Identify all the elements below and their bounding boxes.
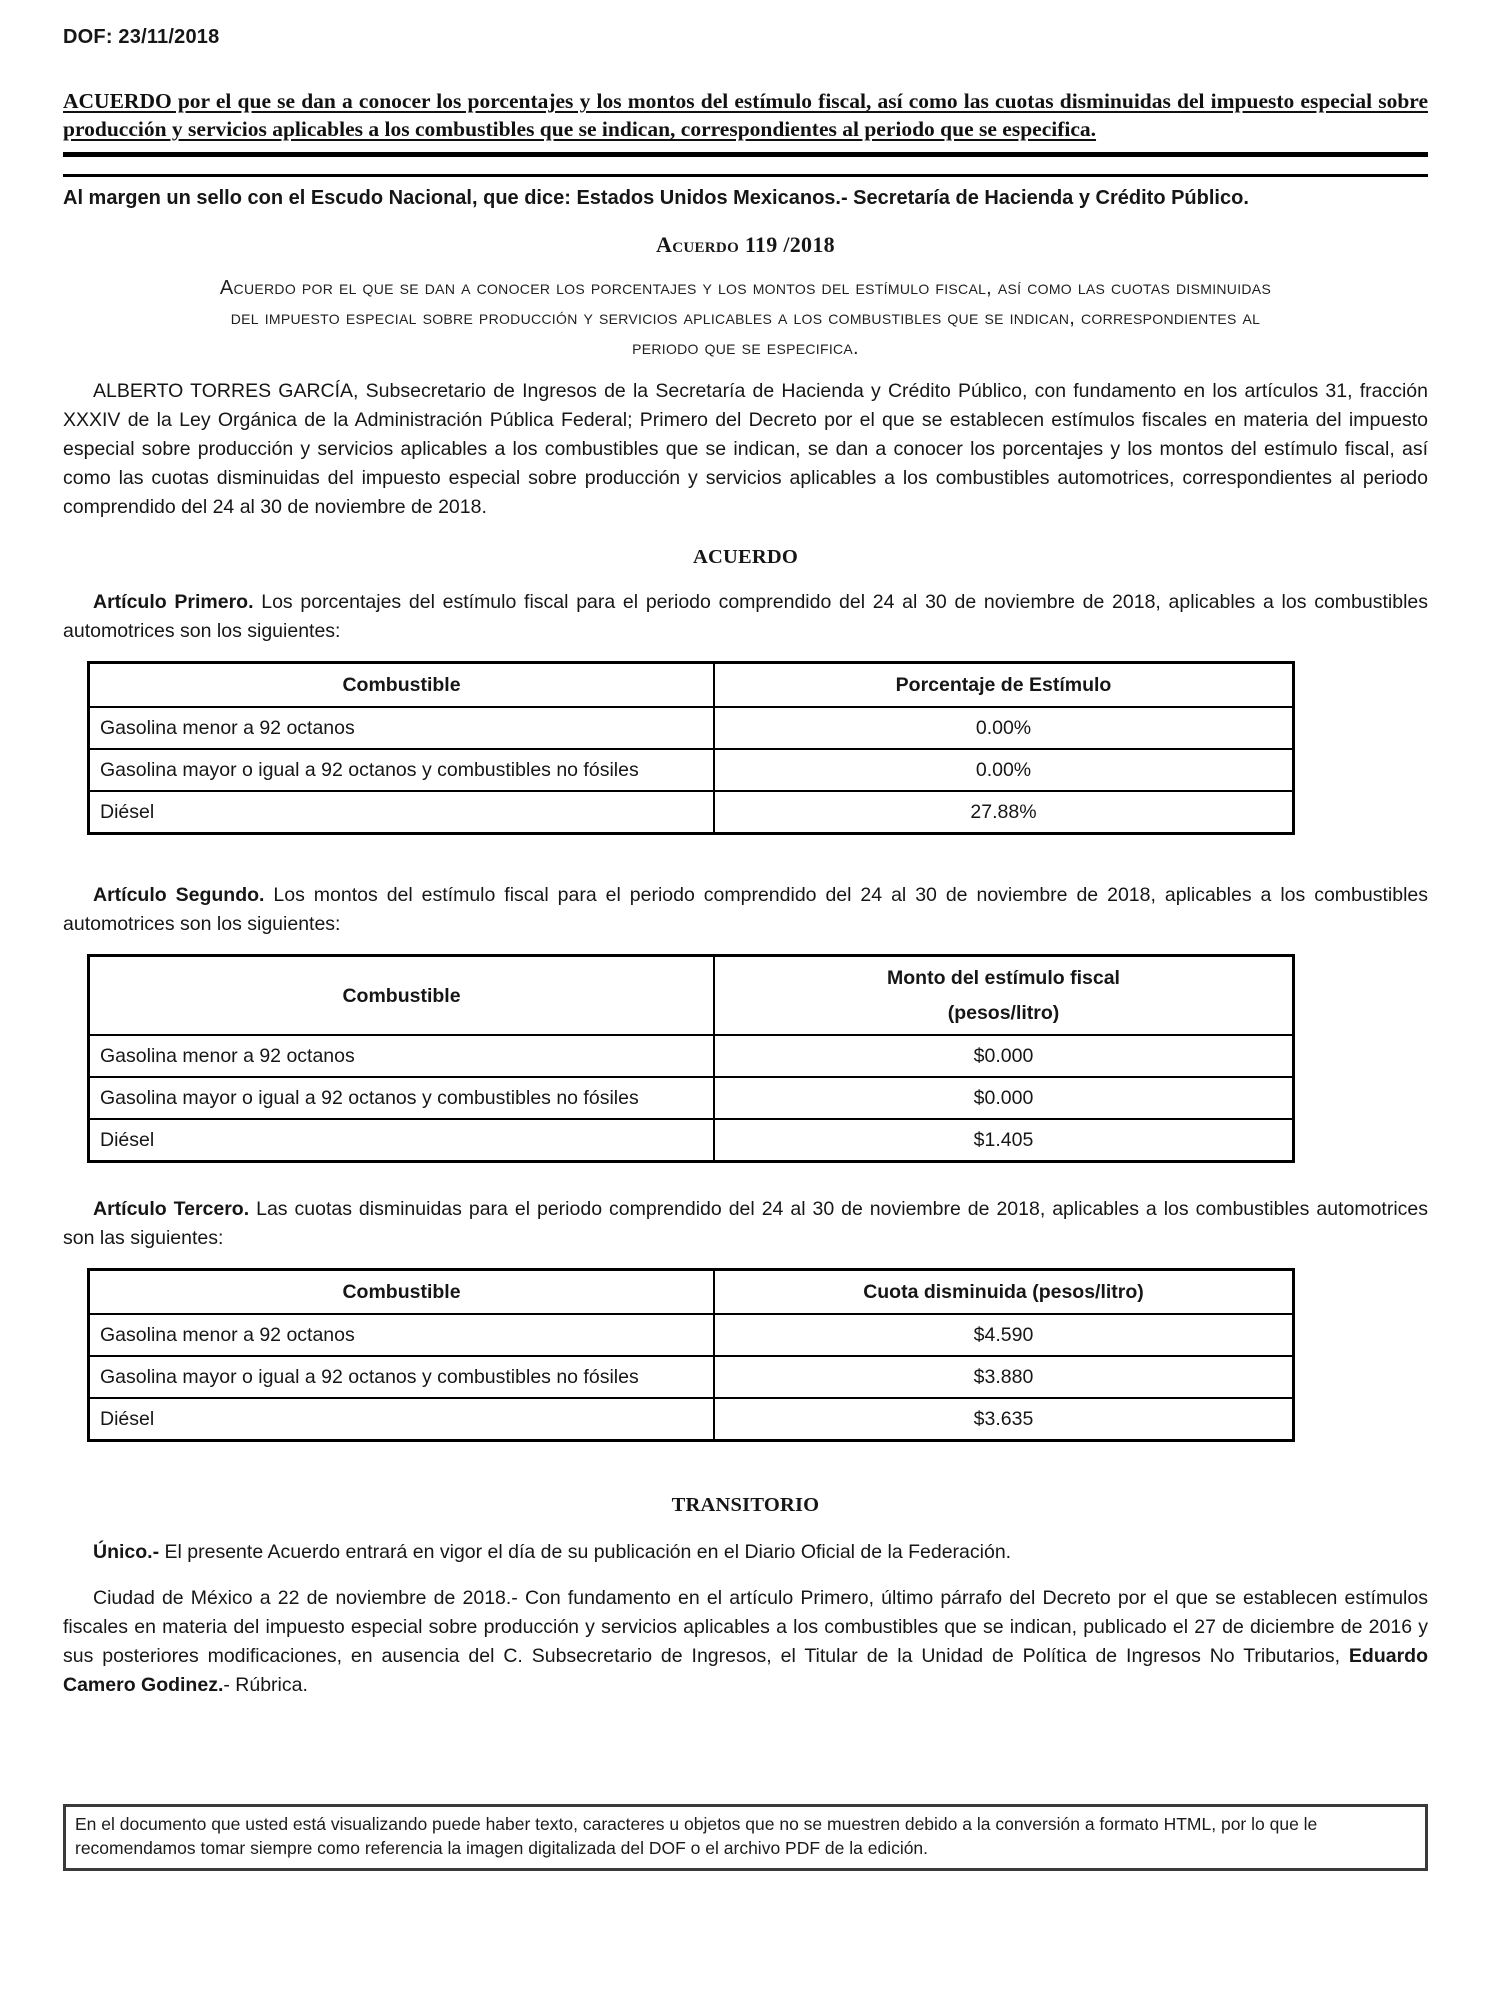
articulo-tercero-text: Las cuotas disminuidas para el periodo comprendido del 24 al 30 de noviembre de 2018, aplicables a los combustibles automotrices son las siguientes: bbox=[63, 1198, 1428, 1249]
table-row bbox=[89, 791, 1294, 834]
acuerdo-subtitle: Acuerdo por el que se dan a conocer los porcentajes y los montos del estímulo fiscal, así como las cuotas disminuidas del impuesto especial sobre producción y servicios aplicables a los combustibles que se indican, correspondientes al periodo que se especifica. bbox=[219, 277, 1272, 359]
table-header-combustible: Combustible bbox=[89, 956, 715, 1036]
cell-value: 0.00% bbox=[714, 707, 1294, 749]
articulo-primero-text: Los porcentajes del estímulo fiscal para el periodo comprendido del 24 al 30 de noviembre de 2018, aplicables a los combustibles automotrices son los siguientes: bbox=[63, 591, 1428, 642]
document-title-link[interactable]: ACUERDO por el que se dan a conocer los porcentajes y los montos del estímulo fiscal, así como las cuotas disminuidas del impuesto especial sobre producción y servicios aplicables a los combustibles que se indican, correspondientes al periodo que se especifica. bbox=[63, 89, 1428, 141]
cell-value: $1.405 bbox=[714, 1119, 1294, 1162]
intro-text: ALBERTO TORRES GARCÍA, Subsecretario de Ingresos de la Secretaría de Hacienda y Crédito Público, con fundamento en los artículos 31, fracción XXXIV de la Ley Orgánica de la Administración Pública Federal; Primero del Decreto por el que se establecen estímulos fiscales en materia del impuesto especial sobre producción y servicios aplicables a los combustibles que se indican, se dan a conocer los porcentajes y los montos del estímulo fiscal, así como las cuotas disminuidas del impuesto especial sobre producción y servicios aplicables a los combustibles automotrices, correspondientes al periodo comprendido del 24 al 30 de noviembre de 2018. bbox=[63, 380, 1428, 518]
monto-estimulo-table bbox=[87, 954, 1295, 1163]
table-header-combustible: Combustible bbox=[89, 1270, 715, 1315]
dof-date-header: DOF: 23/11/2018 bbox=[63, 26, 220, 48]
cell-value: 0.00% bbox=[714, 749, 1294, 791]
closing-text-part2: - Rúbrica. bbox=[223, 1674, 308, 1696]
table-row bbox=[89, 1077, 1294, 1119]
cell-combustible: Gasolina mayor o igual a 92 octanos y combustibles no fósiles bbox=[89, 749, 715, 791]
articulo-tercero-paragraph bbox=[63, 1195, 1428, 1253]
cell-combustible: Gasolina menor a 92 octanos bbox=[89, 707, 715, 749]
cell-combustible: Diésel bbox=[89, 1119, 715, 1162]
table-header-value-line1: Porcentaje de Estímulo bbox=[895, 674, 1112, 696]
table-row bbox=[89, 1119, 1294, 1162]
table-row bbox=[89, 749, 1294, 791]
cell-combustible: Gasolina mayor o igual a 92 octanos y combustibles no fósiles bbox=[89, 1077, 715, 1119]
articulo-segundo-paragraph bbox=[63, 881, 1428, 939]
table-row bbox=[89, 707, 1294, 749]
cell-combustible: Gasolina menor a 92 octanos bbox=[89, 1035, 715, 1077]
table-header-row bbox=[89, 663, 1294, 708]
cell-value: $4.590 bbox=[714, 1314, 1294, 1356]
unico-lead: Único.- bbox=[93, 1541, 160, 1563]
table-row bbox=[89, 1314, 1294, 1356]
signer-name: Eduardo Camero Godinez. bbox=[63, 1645, 1428, 1696]
cell-combustible: Diésel bbox=[89, 1398, 715, 1441]
cell-value: $0.000 bbox=[714, 1077, 1294, 1119]
table-header-row bbox=[89, 1270, 1294, 1315]
table-header-value bbox=[714, 1270, 1294, 1315]
cell-value: $0.000 bbox=[714, 1035, 1294, 1077]
acuerdo-section-heading: ACUERDO bbox=[692, 546, 799, 568]
transitorio-heading: TRANSITORIO bbox=[671, 1494, 820, 1516]
articulo-primero-paragraph bbox=[63, 588, 1428, 646]
intro-paragraph bbox=[63, 377, 1428, 522]
acuerdo-number-heading: Acuerdo 119 /2018 bbox=[656, 232, 835, 257]
seal-paragraph: Al margen un sello con el Escudo Nacional, que dice: Estados Unidos Mexicanos.- Secretaría de Hacienda y Crédito Público. bbox=[63, 187, 1249, 209]
table-header-value-line1: Monto del estímulo fiscal bbox=[887, 967, 1120, 989]
table-header-value bbox=[714, 663, 1294, 708]
articulo-segundo-lead: Artículo Segundo. bbox=[93, 884, 265, 906]
closing-paragraph bbox=[63, 1584, 1428, 1700]
unico-paragraph bbox=[63, 1538, 1428, 1567]
closing-text-part1: Ciudad de México a 22 de noviembre de 2018.- Con fundamento en el artículo Primero, último párrafo del Decreto por el que se establecen estímulos fiscales en materia del impuesto especial sobre producción y servicios aplicables a los combustibles que se indican, publicado el 27 de diciembre de 2016 y sus posteriores modificaciones, en ausencia del C. Subsecretario de Ingresos, el Titular de la Unidad de Política de Ingresos No Tributarios, bbox=[63, 1587, 1428, 1667]
table-header-value-line1: Cuota disminuida (pesos/litro) bbox=[863, 1281, 1144, 1303]
cell-value: $3.880 bbox=[714, 1356, 1294, 1398]
table-row bbox=[89, 1035, 1294, 1077]
articulo-tercero-lead: Artículo Tercero. bbox=[93, 1198, 250, 1220]
cell-value: 27.88% bbox=[714, 791, 1294, 834]
title-separator-thick bbox=[63, 152, 1428, 157]
cell-combustible: Gasolina mayor o igual a 92 octanos y combustibles no fósiles bbox=[89, 1356, 715, 1398]
table-header-value-line2: (pesos/litro) bbox=[947, 1002, 1060, 1024]
cell-combustible: Diésel bbox=[89, 791, 715, 834]
estimulo-percentage-table bbox=[87, 661, 1295, 835]
cuota-disminuida-table bbox=[87, 1268, 1295, 1442]
disclaimer-box bbox=[63, 1804, 1428, 1871]
table-header-value bbox=[714, 956, 1294, 1036]
title-separator-thin bbox=[63, 174, 1428, 177]
table-row bbox=[89, 1398, 1294, 1441]
table-header-row bbox=[89, 956, 1294, 1036]
articulo-segundo-text: Los montos del estímulo fiscal para el periodo comprendido del 24 al 30 de noviembre de 2018, aplicables a los combustibles automotrices son los siguientes: bbox=[63, 884, 1428, 935]
disclaimer-text: En el documento que usted está visualizando puede haber texto, caracteres u objetos que no se muestren debido a la conversión a formato HTML, por lo que le recomendamos tomar siempre como referencia la imagen digitalizada del DOF o el archivo PDF de la edición. bbox=[75, 1814, 1318, 1858]
cell-combustible: Gasolina menor a 92 octanos bbox=[89, 1314, 715, 1356]
cell-value: $3.635 bbox=[714, 1398, 1294, 1441]
unico-text: El presente Acuerdo entrará en vigor el día de su publicación en el Diario Oficial de la Federación. bbox=[164, 1541, 1012, 1563]
table-row bbox=[89, 1356, 1294, 1398]
articulo-primero-lead: Artículo Primero. bbox=[93, 591, 254, 613]
table-header-combustible: Combustible bbox=[89, 663, 715, 708]
